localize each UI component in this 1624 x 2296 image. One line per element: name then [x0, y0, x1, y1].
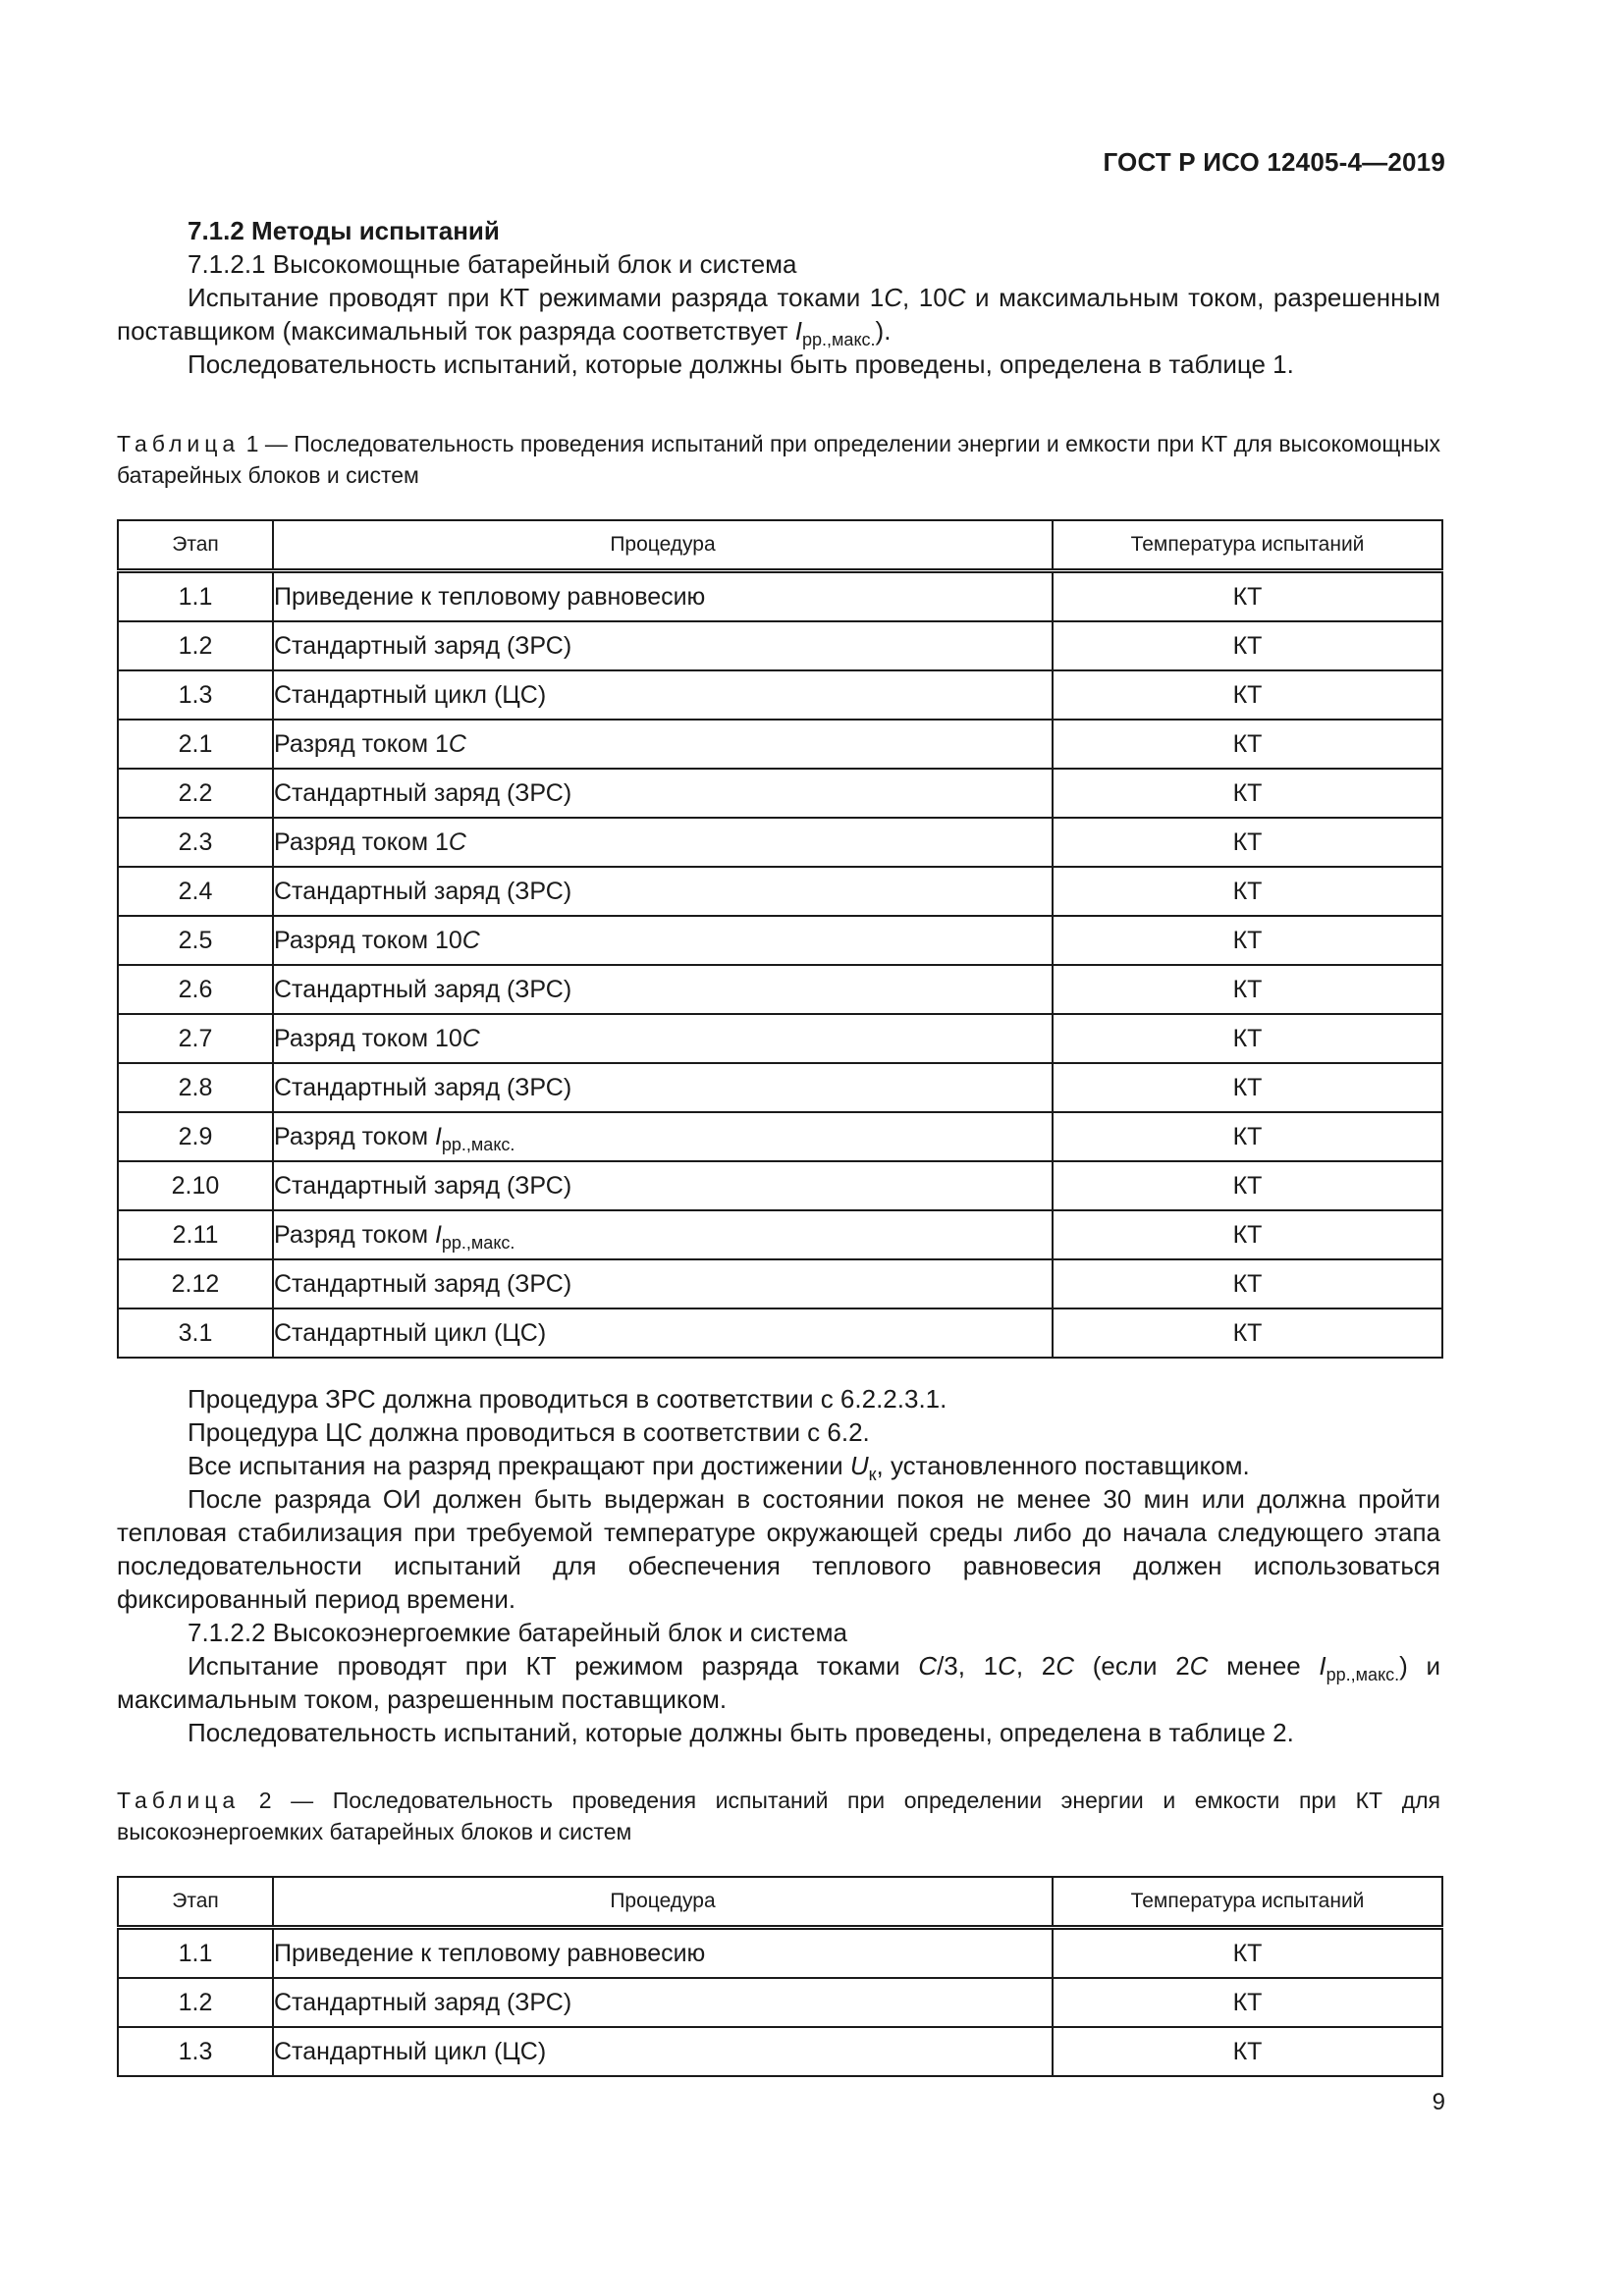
section-after-table-1 — [117, 1382, 1440, 1749]
subsection-heading-1: 7.1.2.1 Высокомощные батарейный блок и система — [188, 249, 797, 279]
table-row — [118, 1014, 1442, 1063]
cell-procedure: Разряд током 10C — [273, 1014, 1053, 1063]
table-row — [118, 916, 1442, 965]
cell-temperature: КТ — [1053, 1112, 1442, 1161]
cell-procedure: Разряд током 1C — [273, 720, 1053, 769]
cell-procedure: Стандартный заряд (ЗРС) — [273, 965, 1053, 1014]
cell-temperature: КТ — [1053, 1014, 1442, 1063]
cell-step: 2.6 — [118, 965, 273, 1014]
cell-procedure: Стандартный цикл (ЦС) — [273, 670, 1053, 720]
column-header-step: Этап — [118, 1877, 273, 1928]
cell-procedure: Разряд током $I_{pp.,макс.}$ — [273, 1112, 1053, 1161]
table-row — [118, 965, 1442, 1014]
cell-temperature: КТ — [1053, 621, 1442, 670]
paragraph-discharge-stop: Все испытания на разряд прекращают при достижении $U_к$, установленного поставщиком. — [188, 1451, 1250, 1484]
table-header-row — [118, 1877, 1442, 1928]
cell-step: 2.7 — [118, 1014, 273, 1063]
table-row — [118, 1978, 1442, 2027]
cell-step: 2.5 — [118, 916, 273, 965]
table-row — [118, 1063, 1442, 1112]
table-row — [118, 1259, 1442, 1308]
cell-temperature: КТ — [1053, 1308, 1442, 1358]
table-row — [118, 1308, 1442, 1358]
cell-step: 2.12 — [118, 1259, 273, 1308]
table-header-row — [118, 520, 1442, 571]
table-row — [118, 1161, 1442, 1210]
table-1-caption: Таблица 1 — Последовательность проведения испытаний при определении энергии и емкости при КТ для высокомощных батарейных блоков и систем — [117, 431, 1440, 488]
section-intro — [117, 214, 1440, 381]
cell-step: 1.3 — [118, 670, 273, 720]
cell-step: 2.3 — [118, 818, 273, 867]
cell-temperature: КТ — [1053, 769, 1442, 818]
cell-step: 1.2 — [118, 621, 273, 670]
cell-procedure: Разряд током $I_{pp.,макс.}$ — [273, 1210, 1053, 1259]
page-number: 9 — [1432, 2089, 1445, 2115]
document-id-header: ГОСТ Р ИСО 12405-4—2019 — [1103, 147, 1445, 177]
paragraph-zrs-procedure: Процедура ЗРС должна проводиться в соответствии с 6.2.2.3.1. — [188, 1384, 947, 1414]
table-row — [118, 867, 1442, 916]
cell-step: 2.10 — [118, 1161, 273, 1210]
column-header-procedure: Процедура — [273, 1877, 1053, 1928]
cell-step: 1.1 — [118, 1928, 273, 1979]
paragraph-cs-procedure: Процедура ЦС должна проводиться в соответствии с 6.2. — [188, 1417, 870, 1447]
table-row — [118, 1112, 1442, 1161]
table-2-caption: Таблица 2 — Последовательность проведения испытаний при определении энергии и емкости при КТ для высокоэнергоемких батарейных блоков и систем — [117, 1788, 1440, 1844]
table-row — [118, 571, 1442, 622]
cell-step: 2.11 — [118, 1210, 273, 1259]
cell-procedure: Стандартный цикл (ЦС) — [273, 2027, 1053, 2076]
table-row — [118, 1928, 1442, 1979]
cell-procedure: Стандартный заряд (ЗРС) — [273, 867, 1053, 916]
table-row — [118, 818, 1442, 867]
cell-temperature: КТ — [1053, 1063, 1442, 1112]
column-header-temperature: Температура испытаний — [1053, 1877, 1442, 1928]
cell-temperature: КТ — [1053, 1978, 1442, 2027]
cell-temperature: КТ — [1053, 1928, 1442, 1979]
paragraph-test-conditions-2: Испытание проводят при КТ режимом разряда токами C/3, 1C, 2C (если 2C менее $I_{pp.,макс.}$) и максимальным током, разрешенным поставщиком. — [117, 1651, 1441, 1714]
column-header-step: Этап — [118, 520, 273, 571]
cell-step: 1.1 — [118, 571, 273, 622]
cell-step: 2.8 — [118, 1063, 273, 1112]
cell-temperature: КТ — [1053, 1259, 1442, 1308]
table-2 — [117, 1876, 1443, 2077]
table-row — [118, 769, 1442, 818]
cell-step: 3.1 — [118, 1308, 273, 1358]
cell-procedure: Стандартный заряд (ЗРС) — [273, 1259, 1053, 1308]
paragraph-test-conditions: Испытание проводят при КТ режимами разряда токами 1C, 10C и максимальным током, разрешенным поставщиком (максимальный ток разряда соответствует $I_{pp.,макс.}$). — [117, 283, 1440, 349]
cell-procedure: Разряд током 10C — [273, 916, 1053, 965]
column-header-procedure: Процедура — [273, 520, 1053, 571]
table-row — [118, 621, 1442, 670]
cell-step: 2.4 — [118, 867, 273, 916]
cell-temperature: КТ — [1053, 1161, 1442, 1210]
table-row — [118, 2027, 1442, 2076]
cell-step: 2.9 — [118, 1112, 273, 1161]
cell-temperature: КТ — [1053, 867, 1442, 916]
cell-step: 1.3 — [118, 2027, 273, 2076]
cell-procedure: Стандартный заряд (ЗРС) — [273, 769, 1053, 818]
cell-procedure: Стандартный заряд (ЗРС) — [273, 1063, 1053, 1112]
paragraph-sequence-ref-1: Последовательность испытаний, которые должны быть проведены, определена в таблице 1. — [188, 349, 1294, 379]
cell-temperature: КТ — [1053, 670, 1442, 720]
section-heading: 7.1.2 Методы испытаний — [188, 216, 500, 245]
table-row — [118, 1210, 1442, 1259]
subsection-heading-2: 7.1.2.2 Высокоэнергоемкие батарейный блок и система — [188, 1618, 847, 1647]
paragraph-rest-period: После разряда ОИ должен быть выдержан в состоянии покоя не менее 30 мин или должна пройти тепловая стабилизация при требуемой температуре окружающей среды либо до начала следующего этапа последовательности испытаний для обеспечения теплового равновесия должен использоваться фиксированный период времени. — [117, 1484, 1440, 1614]
cell-procedure: Стандартный заряд (ЗРС) — [273, 1161, 1053, 1210]
cell-procedure: Стандартный заряд (ЗРС) — [273, 1978, 1053, 2027]
cell-step: 2.2 — [118, 769, 273, 818]
cell-step: 2.1 — [118, 720, 273, 769]
table-row — [118, 720, 1442, 769]
cell-procedure: Стандартный цикл (ЦС) — [273, 1308, 1053, 1358]
table-1 — [117, 519, 1443, 1359]
cell-procedure: Приведение к тепловому равновесию — [273, 1928, 1053, 1979]
cell-temperature: КТ — [1053, 818, 1442, 867]
cell-temperature: КТ — [1053, 916, 1442, 965]
cell-temperature: КТ — [1053, 2027, 1442, 2076]
cell-step: 1.2 — [118, 1978, 273, 2027]
cell-procedure: Разряд током 1C — [273, 818, 1053, 867]
cell-temperature: КТ — [1053, 1210, 1442, 1259]
cell-temperature: КТ — [1053, 571, 1442, 622]
cell-procedure: Стандартный заряд (ЗРС) — [273, 621, 1053, 670]
column-header-temperature: Температура испытаний — [1053, 520, 1442, 571]
paragraph-sequence-ref-2: Последовательность испытаний, которые должны быть проведены, определена в таблице 2. — [188, 1718, 1294, 1747]
cell-temperature: КТ — [1053, 965, 1442, 1014]
table-row — [118, 670, 1442, 720]
cell-temperature: КТ — [1053, 720, 1442, 769]
cell-procedure: Приведение к тепловому равновесию — [273, 571, 1053, 622]
